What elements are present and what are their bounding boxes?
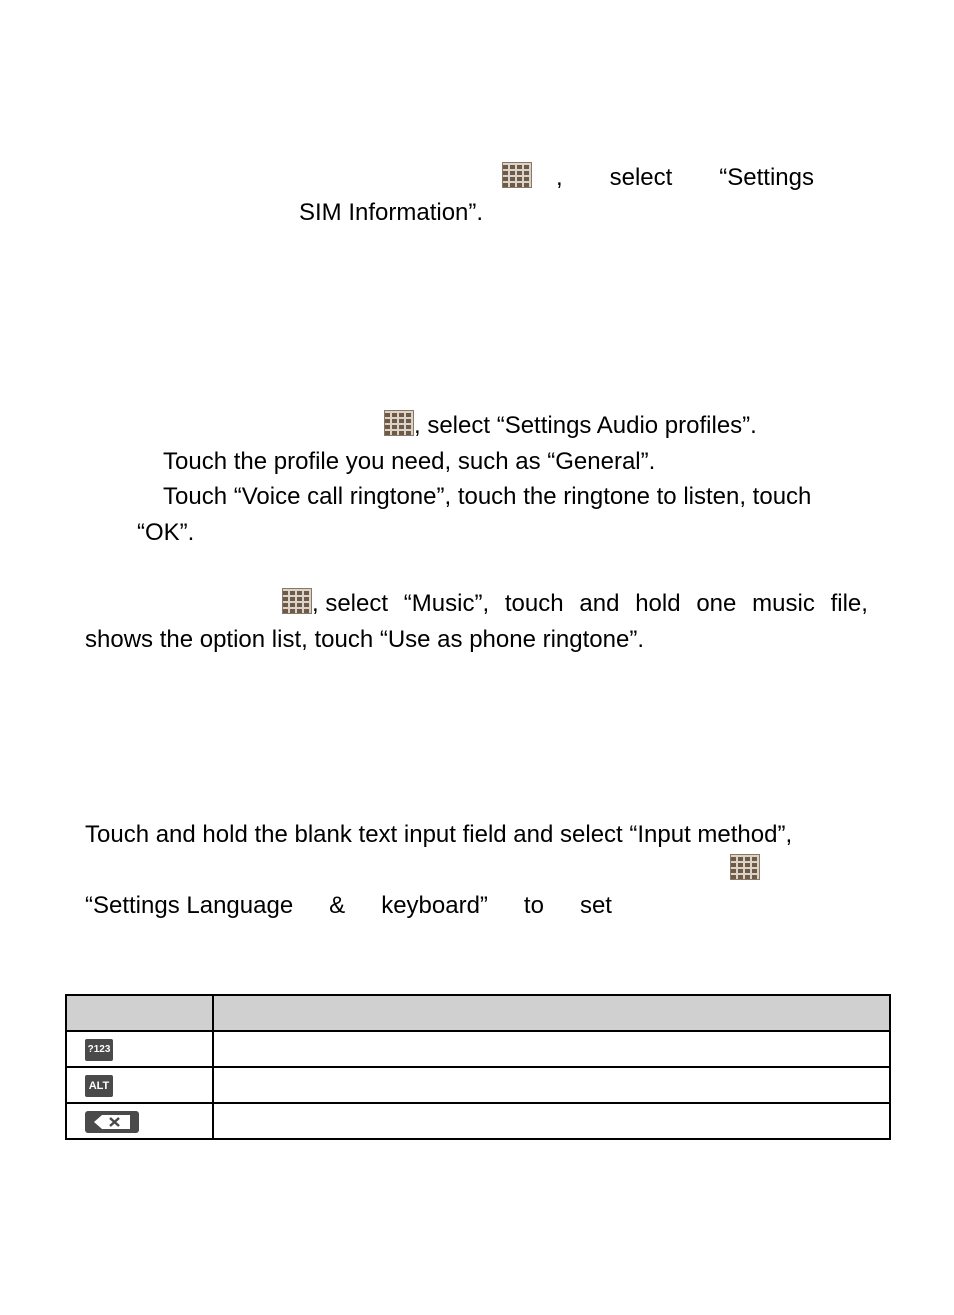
sim-line-1	[556, 164, 814, 192]
music-word: “Music”,	[403, 590, 490, 617]
sim-line-2: SIM Information”.	[299, 199, 484, 226]
music-line-1	[312, 590, 868, 618]
input-word: to	[523, 892, 544, 919]
table-cell	[66, 1031, 213, 1067]
table-cell	[213, 1103, 890, 1139]
music-word: hold	[635, 590, 681, 617]
music-word: touch	[504, 590, 564, 617]
music-word: and	[579, 590, 620, 617]
sim-settings: “Settings	[719, 164, 814, 191]
alt-key-icon: ALT	[85, 1075, 113, 1097]
app-menu-icon	[282, 588, 312, 614]
ringtone-line-1: , select “Settings Audio profiles”.	[414, 412, 757, 439]
table-header-cell	[66, 995, 213, 1031]
table-header-cell	[213, 995, 890, 1031]
input-word: keyboard”	[381, 892, 488, 919]
table-cell	[213, 1067, 890, 1103]
app-menu-icon	[730, 854, 760, 880]
table-row	[66, 1067, 890, 1103]
music-line-2: shows the option list, touch “Use as phone ringtone”.	[85, 626, 644, 653]
music-word: , select	[312, 590, 389, 617]
table-header-row	[66, 995, 890, 1031]
ringtone-line-2: Touch the profile you need, such as “General”.	[163, 448, 656, 475]
music-word: one	[696, 590, 737, 617]
numeric-symbols-key-icon: ?123	[85, 1039, 113, 1061]
table-row	[66, 1103, 890, 1139]
input-word: set	[579, 892, 612, 919]
app-menu-icon	[384, 410, 414, 436]
table-row	[66, 1031, 890, 1067]
input-word: &	[329, 892, 346, 919]
app-menu-icon	[502, 162, 532, 188]
keyboard-keys-table	[65, 994, 891, 1140]
table-cell	[66, 1067, 213, 1103]
delete-key-icon	[85, 1111, 139, 1133]
music-word: file,	[830, 590, 868, 617]
ringtone-line-3: Touch “Voice call ringtone”, touch the ringtone to listen, touch	[163, 483, 812, 510]
input-word: “Settings Language	[85, 892, 294, 919]
table-cell	[213, 1031, 890, 1067]
table-cell	[66, 1103, 213, 1139]
sim-select: select	[609, 164, 673, 191]
ringtone-line-4: “OK”.	[137, 519, 195, 546]
sim-comma: ,	[556, 164, 563, 191]
input-line-3	[85, 892, 612, 920]
input-line-1: Touch and hold the blank text input field and select “Input method”,	[85, 821, 793, 848]
music-word: music	[752, 590, 815, 617]
